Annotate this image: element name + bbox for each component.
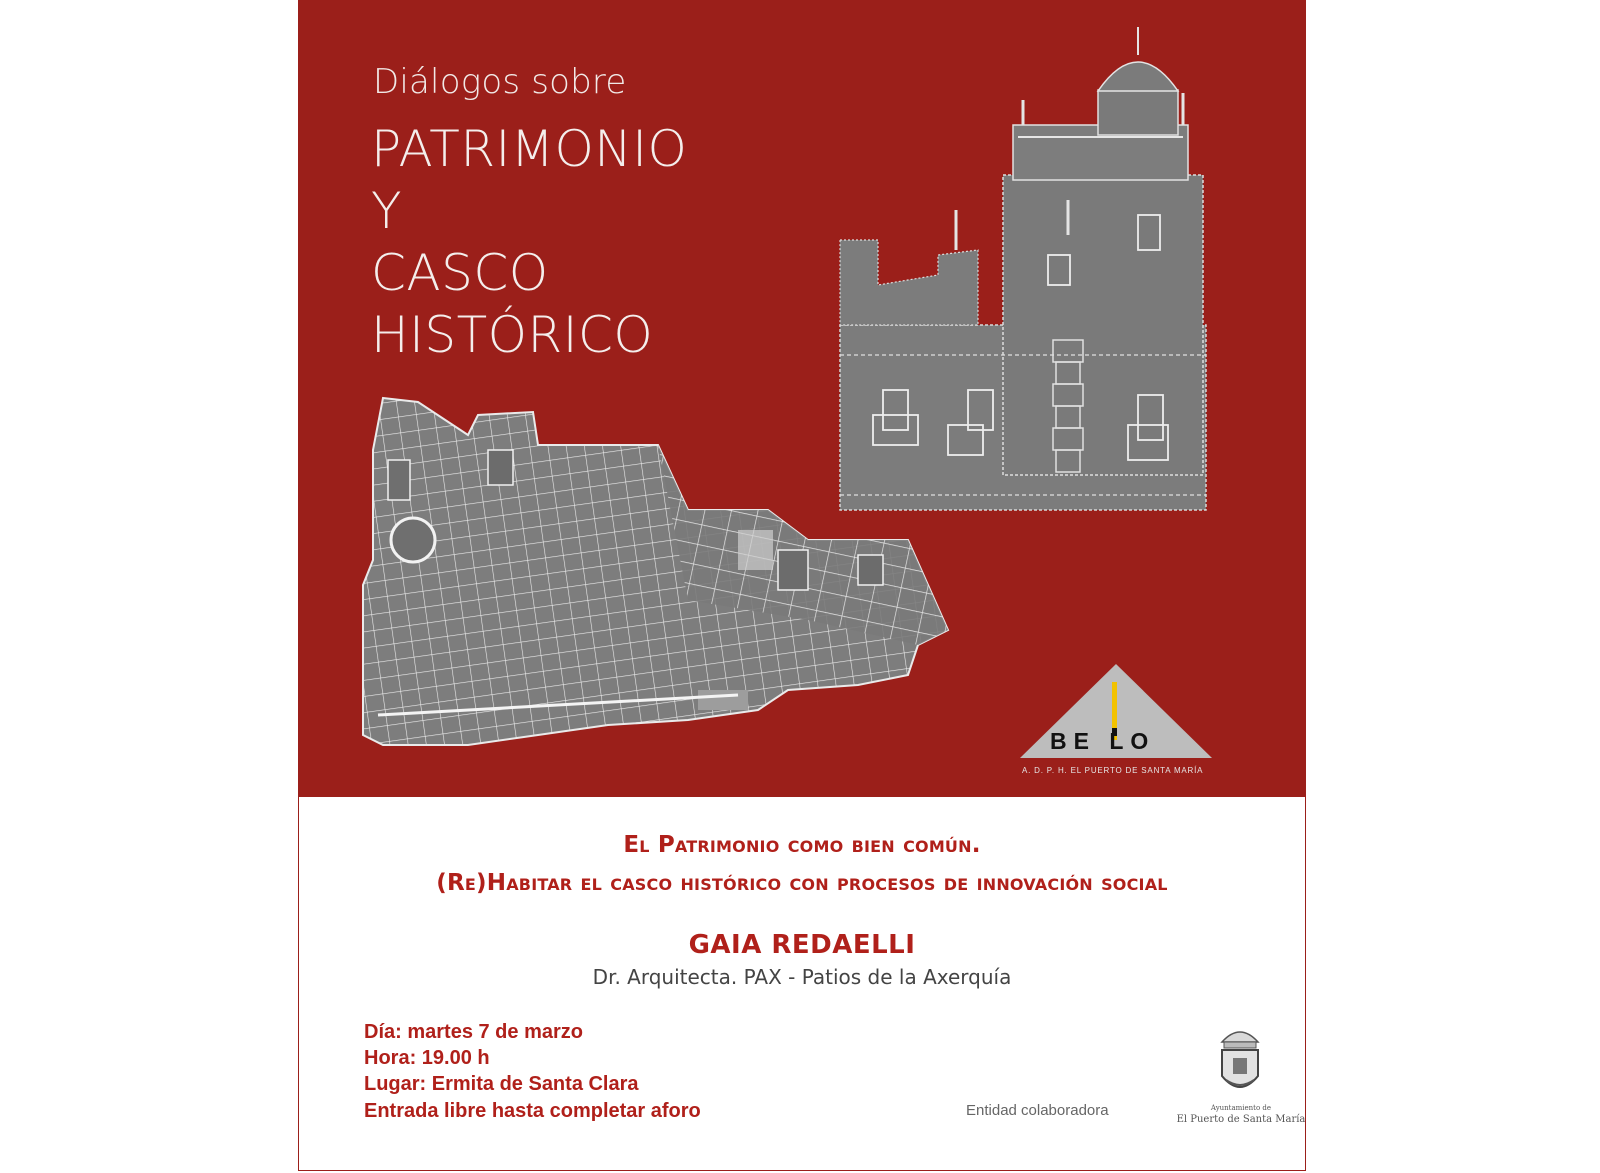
- speaker-role: Dr. Arquitecta. PAX - Patios de la Axerquía: [592, 965, 1012, 989]
- event-entry: Entrada libre hasta completar aforo: [364, 1100, 701, 1122]
- historic-district-map-illustration: [358, 390, 958, 750]
- logo-letters: BE LO: [1050, 728, 1156, 754]
- talk-title-line-2: (Re)Habitar el casco histórico con procesos de innovación social: [436, 870, 1168, 896]
- speaker-name: GAIA REDAELLI: [688, 930, 916, 960]
- title-line-3: CASCO: [371, 244, 549, 302]
- event-poster: [298, 0, 1306, 1173]
- town-hall-label-small: Ayuntamiento de: [1210, 1104, 1272, 1112]
- event-place: Lugar: Ermita de Santa Clara: [364, 1073, 639, 1095]
- logo-subtitle: A. D. P. H. EL PUERTO DE SANTA MARÍA: [1022, 766, 1204, 775]
- series-subtitle: Diálogos sobre: [373, 62, 627, 102]
- talk-title-line-1: El Patrimonio como bien común.: [623, 832, 981, 858]
- poster-header: [298, 0, 1306, 797]
- event-day: Día: martes 7 de marzo: [364, 1021, 583, 1043]
- title-line-4: HISTÓRICO: [371, 306, 654, 364]
- title-line-2: Y: [371, 182, 403, 240]
- event-time: Hora: 19.00 h: [364, 1047, 490, 1069]
- title-line-1: PATRIMONIO: [371, 120, 688, 178]
- town-coat-of-arms-icon: [1216, 1020, 1264, 1102]
- town-hall-label: El Puerto de Santa María: [1176, 1114, 1306, 1125]
- collaborator-label: Entidad colaboradora: [966, 1102, 1109, 1119]
